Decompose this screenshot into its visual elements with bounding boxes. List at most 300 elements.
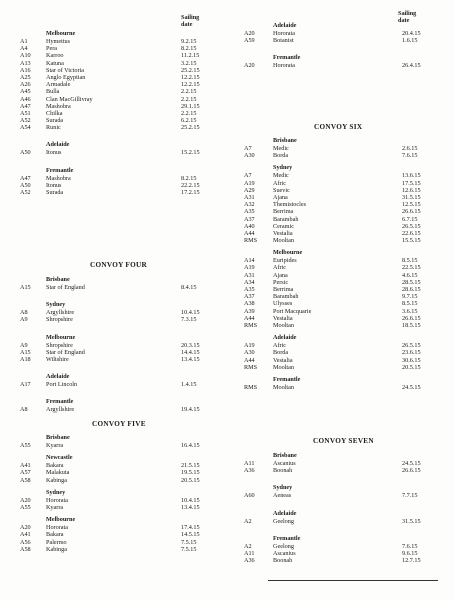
ship-row [228,272,454,279]
ship-name: Medic [273,145,289,152]
ship-name: Mashobra [46,174,71,182]
ship-code: RMS [244,237,258,245]
ship-code: A29 [244,186,255,194]
ship-name: Argyllshire [46,309,75,317]
sailing-date: 2.2.15 [181,88,197,96]
ship-code: A9 [20,316,28,324]
header-word: Sailing [181,14,200,21]
ship-code: A45 [20,88,31,96]
ship-name: Mooltan [273,237,294,245]
sailing-date: 30.6.15 [402,356,421,364]
ship-code: RMS [244,383,258,391]
section-gap [228,500,454,510]
ship-name: Hymettus [46,38,71,45]
ship-row [228,293,454,300]
ship-name: Runic [46,124,61,132]
ship-name: Star of England [46,348,85,356]
ship-code: A4 [20,45,28,53]
ship-name: Clan MacGillivray [46,95,93,103]
ship-row [228,286,454,293]
sailing-date: 26.5.15 [402,342,421,350]
section-gap [228,525,454,535]
ship-name: Itonus [46,149,62,157]
sailing-date: 25.2.15 [181,124,200,132]
ship-row [228,492,454,499]
ship-name: Euripides [273,257,297,265]
ship-row [0,124,228,131]
left-sections [0,30,228,196]
ship-name: Hororata [273,62,295,70]
port-heading: Fremantle [46,398,74,406]
sailing-date: 14.4.15 [181,348,200,356]
port-heading: Brisbane [273,452,297,459]
sailing-date: 12.5.15 [402,201,421,209]
sailing-date: 9.2.15 [181,38,197,45]
ship-name: Kyarra [46,442,64,449]
ship-code: A7 [244,172,252,180]
ship-name: Borda [273,152,289,160]
ship-code: A7 [244,145,252,152]
section-gap [228,474,454,484]
sailing-date: 26.4.15 [402,62,421,70]
ship-row [0,38,228,45]
sailing-date: 29.1.15 [181,102,200,110]
ship-name: Ascanius [273,460,296,467]
sailing-date: 14.5.15 [181,531,200,539]
sailing-date: 2.2.15 [181,95,197,103]
ship-code: A25 [20,73,31,81]
ship-row [0,381,228,388]
sailing-date: 2.6.15 [402,145,418,152]
ship-name: Vestalia [273,356,293,364]
section-gap [0,388,228,398]
sailing-date: 6.7.15 [402,215,418,223]
sailing-date: 13.4.15 [181,355,200,363]
ship-code: A47 [20,102,31,110]
ship-code: A46 [20,95,31,103]
ship-row [0,316,228,323]
ship-code: A41 [20,462,31,470]
sailing-date: 18.5.15 [402,321,421,329]
ship-code: A35 [244,286,255,293]
ship-name: Port Lincoln [46,381,78,389]
underline-rule [268,580,438,581]
sailing-date: 26.6.15 [402,467,421,475]
sailing-date-header-left [181,14,199,28]
convoy-three-left-block [0,30,228,196]
ship-row [228,349,454,356]
sailing-date: 16.4.15 [181,442,200,449]
ship-row [228,543,454,550]
right-sections [228,22,454,70]
sailing-date: 7.5.15 [181,538,197,546]
ship-row [0,524,228,531]
sailing-date: 22.6.15 [402,229,421,237]
sailing-date: 26.6.15 [402,314,421,322]
sailing-date: 24.5.15 [402,383,421,391]
ship-code: A34 [244,278,255,286]
ship-row [228,223,454,230]
ship-row [0,284,228,291]
sailing-date: 26.6.15 [402,208,421,216]
ship-code: A16 [20,66,31,74]
sailing-date: 31.5.15 [402,193,421,201]
sailing-date: 17.2.15 [181,189,200,196]
sailing-date: 2.2.15 [181,109,197,117]
ship-row [228,264,454,271]
ship-row [0,96,228,103]
section-gap [0,324,228,334]
ship-code: A8 [20,406,28,414]
port-heading: Adelaide [46,373,70,381]
ship-code: A55 [20,503,31,511]
sailing-date: 23.6.15 [402,349,421,357]
sailing-date: 15.5.15 [402,237,421,245]
ship-row [228,180,454,187]
port-heading: Sydney [46,301,66,309]
ship-code: A20 [244,30,255,37]
ship-code: A55 [20,442,31,449]
ship-name: Chilka [46,109,63,117]
ship-name: Hororata [46,524,68,532]
sailing-date: 21.5.15 [181,462,200,470]
ship-code: A2 [244,517,252,525]
ship-name: Pera [46,45,57,53]
port-heading: Brisbane [273,137,297,144]
ship-row [0,67,228,74]
port-heading: Newcastle [46,454,73,462]
sailing-date: 12.7.15 [402,557,421,565]
ship-row [228,62,454,69]
ship-row [228,357,454,364]
ship-name: Aeneas [273,492,292,500]
ship-row [0,539,228,546]
ship-name: Vestalia [273,314,293,322]
ship-code: A31 [244,193,255,201]
ship-row [228,550,454,557]
section-gap [228,44,454,54]
sailing-date: 19.5.15 [181,469,200,477]
sailing-date: 8.5.15 [402,300,418,308]
sailing-date: 10.4.15 [181,309,200,317]
ship-name: Ceramic [273,222,294,230]
ship-name: Armadale [46,81,71,89]
sailing-date: 12.6.15 [402,186,421,194]
ship-code: A19 [244,342,255,350]
ship-row [228,194,454,201]
ship-row [0,349,228,356]
port-heading: Adelaide [273,22,297,29]
ship-name: Mooltan [273,383,294,391]
ship-name: Barambah [273,293,299,301]
sailing-date: 26.5.15 [402,222,421,230]
ship-code: A15 [20,348,31,356]
port-heading: Fremantle [46,166,74,174]
ship-code: A1 [20,38,28,45]
convoy-seven-title: CONVOY SEVEN [313,437,374,445]
ship-name: Boonah [273,467,293,475]
ship-row [228,342,454,349]
sailing-date: 12.2.15 [181,81,200,89]
port-heading: Brisbane [46,276,70,283]
ship-name: Kabinga [46,476,67,484]
ship-code: A50 [20,149,31,157]
ship-code: A19 [244,179,255,187]
ship-name: Shropshire [46,341,73,349]
ship-name: Themistocles [273,201,306,209]
convoy-six-sections [228,137,454,391]
ship-name: Kyarra [46,503,64,511]
ship-row [0,462,228,469]
ship-row [228,30,454,37]
ship-row [0,356,228,363]
ship-row [228,557,454,564]
convoy-seven-sections [228,452,454,564]
ship-row [0,74,228,81]
ship-name: Ascanius [273,549,296,557]
ship-name: Mooltan [273,321,294,329]
ship-name: Surada [46,117,64,125]
port-heading: Brisbane [46,434,70,441]
section-gap [0,363,228,373]
ship-code: A30 [244,152,255,160]
ship-row [228,237,454,244]
ship-code: A36 [244,557,255,565]
ship-code: A13 [20,59,31,67]
ship-code: A14 [244,257,255,265]
ship-row [228,460,454,467]
port-heading: Melbourne [46,333,76,341]
ship-code: A52 [20,117,31,125]
ship-name: Port Macquarie [273,307,312,315]
ship-name: Malakuta [46,469,70,477]
ship-code: A47 [20,174,31,182]
ship-name: Bakara [46,531,64,539]
convoy-six-title: CONVOY SIX [314,123,363,131]
ship-row [0,110,228,117]
ship-code: A8 [20,309,28,317]
ship-row [228,322,454,329]
ship-row [0,117,228,124]
sailing-date: 7.6.15 [402,542,418,550]
ship-code: A11 [244,460,255,467]
sailing-date: 28.5.15 [402,278,421,286]
sailing-date: 20.4.15 [402,30,421,37]
sailing-date: 3.6.15 [402,307,418,315]
ship-row [0,149,228,156]
sailing-date: 17.5.15 [402,179,421,187]
ship-code: A17 [20,381,31,389]
ship-code: A54 [20,124,31,132]
ship-code: A44 [244,356,255,364]
ship-name: Itonus [46,181,62,189]
sailing-date: 12.2.15 [181,73,200,81]
ship-code: A56 [20,538,31,546]
ship-row [0,81,228,88]
ship-row [228,152,454,159]
ship-name: Karroo [46,52,64,60]
port-heading: Melbourne [46,30,76,37]
ship-row [0,182,228,189]
ship-row [228,279,454,286]
ship-row [0,175,228,182]
ship-code: A40 [244,222,255,230]
sailing-date: 7.7.15 [402,492,418,500]
ship-name: Wiltshire [46,355,69,363]
sailing-date: 1.4.15 [181,381,197,389]
ship-name: Geelong [273,542,294,550]
port-heading: Sydney [273,484,293,492]
convoy-seven-block [228,452,454,564]
header-word: date [181,21,193,28]
ship-name: Star of England [46,284,85,291]
sailing-date: 13.4.15 [181,503,200,511]
ship-row [0,189,228,196]
ship-row [228,37,454,44]
section-gap [0,131,228,141]
sailing-date: 7.6.15 [402,152,418,160]
sailing-date: 4.6.15 [402,271,418,279]
ship-code: A38 [244,300,255,308]
ship-row [228,187,454,194]
ship-row [0,60,228,67]
ship-row [0,342,228,349]
port-heading: Adelaide [273,509,297,517]
ship-row [0,469,228,476]
sailing-date: 25.2.15 [181,66,200,74]
sailing-date: 24.5.15 [402,460,421,467]
ship-code: A39 [244,307,255,315]
sailing-date: 8.2.15 [181,174,197,182]
sailing-date: 6.2.15 [181,117,197,125]
sailing-date: 8.4.15 [181,284,197,291]
ship-row [228,384,454,391]
sailing-date: 15.2.15 [181,149,200,157]
sailing-date: 31.5.15 [402,517,421,525]
sailing-date: 28.6.15 [402,286,421,293]
ship-row [228,308,454,315]
ship-code: RMS [244,321,258,329]
ship-row [0,531,228,538]
sailing-date: 20.5.15 [402,363,421,371]
convoy-five-continued-block [228,22,454,70]
convoy-four-sections [0,276,228,414]
ship-name: Barambah [273,215,299,223]
ship-name: Mooltan [273,363,294,371]
ship-name: Star of Victoria [46,66,85,74]
ship-name: Medic [273,172,289,180]
ship-code: A37 [244,293,255,301]
ship-row [228,364,454,371]
ship-name: Mashobra [46,102,71,110]
ship-name: Surada [46,189,64,196]
ship-code: A52 [20,189,31,196]
ship-name: Afric [273,179,287,187]
ship-name: Bakara [46,462,64,470]
ship-code: A15 [20,284,31,291]
ship-code: A60 [244,492,255,500]
ship-row [228,208,454,215]
ship-code: A20 [20,524,31,532]
ship-code: A9 [20,341,28,349]
convoy-six-block [228,137,454,391]
sailing-date: 13.6.15 [402,172,421,180]
port-heading: Fremantle [273,534,301,542]
ship-name: Palermo [46,538,67,546]
ship-code: A11 [244,549,255,557]
sailing-date: 22.2.15 [181,181,200,189]
sailing-date: 9.6.15 [402,549,418,557]
port-heading: Fremantle [273,375,301,383]
ship-row [0,477,228,484]
ship-code: A37 [244,215,255,223]
ship-code: A31 [244,271,255,279]
ship-name: Afric [273,342,287,350]
ship-row [0,406,228,413]
ship-name: Borda [273,349,289,357]
ship-name: Berrima [273,208,294,216]
sailing-date: 22.5.15 [402,264,421,272]
ship-code: A59 [244,37,255,45]
ship-row [228,467,454,474]
ship-row [0,442,228,449]
sailing-date: 7.3.15 [181,316,197,324]
convoy-five-sections [0,434,228,553]
ship-name: Katuna [46,59,64,67]
ship-row [228,300,454,307]
ship-code: A51 [20,109,31,117]
ship-name: Ulysses [273,300,293,308]
port-heading: Melbourne [46,516,76,524]
ship-code: A36 [244,467,255,475]
ship-code: RMS [244,363,258,371]
ship-row [228,518,454,525]
ship-name: Argyllshire [46,406,75,414]
ship-code: A58 [20,545,31,553]
sailing-date: 8.2.15 [181,45,197,53]
ship-row [0,45,228,52]
ship-row [0,497,228,504]
header-word: date [398,17,410,24]
convoy-five-block [0,434,228,553]
port-heading: Sydney [46,488,66,496]
ship-row [0,103,228,110]
ship-code: A10 [20,52,31,60]
ship-name: Ajana [273,271,288,279]
sailing-date: 11.2.15 [181,52,200,60]
ship-code: A20 [244,62,255,70]
port-heading: Fremantle [273,54,301,62]
ship-name: Berrima [273,286,294,293]
ship-name: Anglo Egyptian [46,73,86,81]
ship-code: A19 [244,264,255,272]
ship-name: Botanist [273,37,294,45]
ship-name: Suevic [273,186,290,194]
ship-row [228,201,454,208]
sailing-date: 8.5.15 [402,257,418,265]
ship-name: Afric [273,264,287,272]
ship-code: A35 [244,208,255,216]
sailing-date: 19.4.15 [181,406,200,414]
ship-row [228,230,454,237]
sailing-date: 1.6.15 [402,37,418,45]
ship-name: Geelong [273,517,294,525]
ship-row [228,145,454,152]
ship-code: A30 [244,349,255,357]
ship-code: A20 [20,496,31,504]
port-heading: Sydney [273,164,293,172]
ship-code: A32 [244,201,255,209]
